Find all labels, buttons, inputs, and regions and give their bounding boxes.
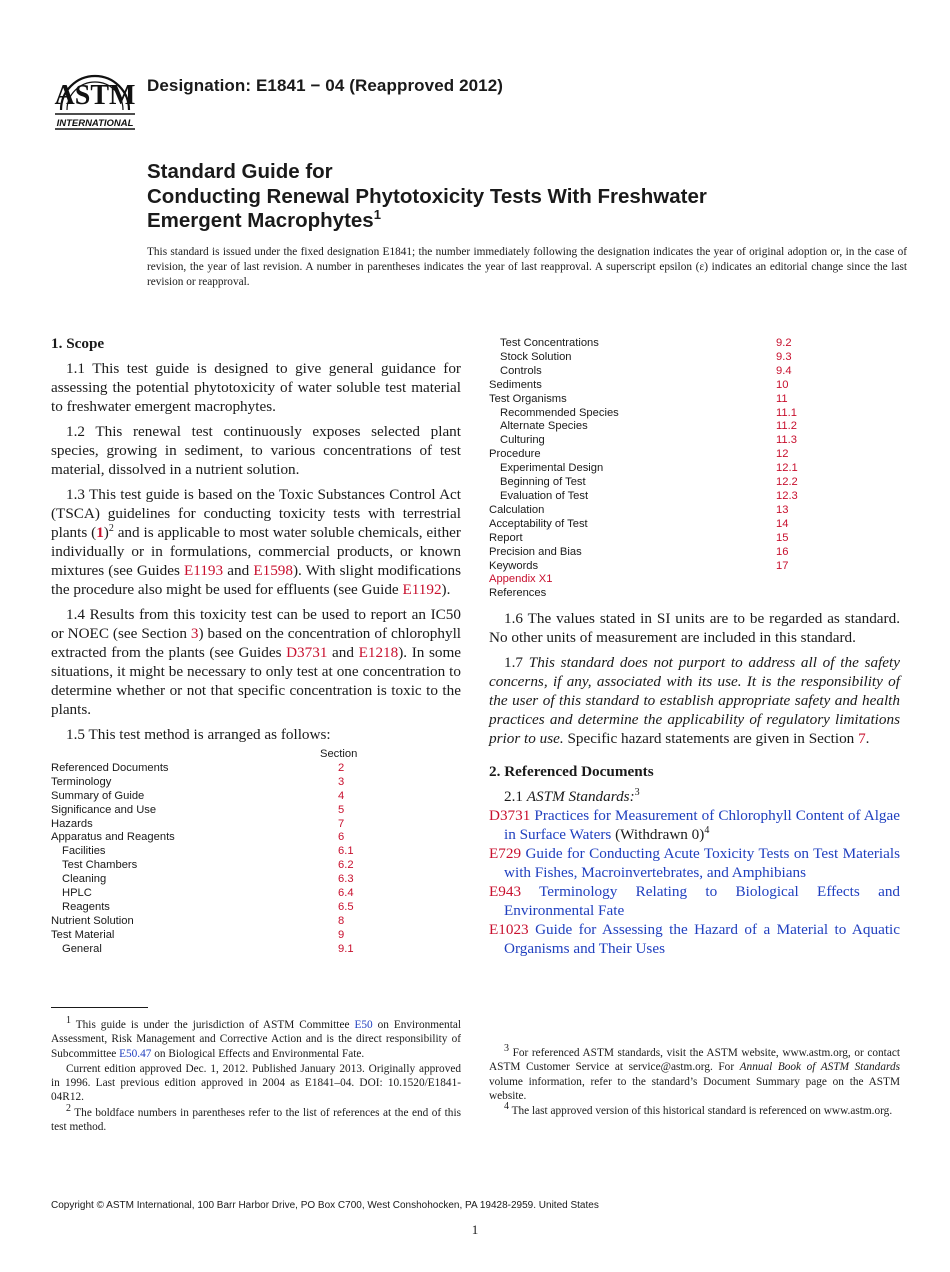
- left-column: [51, 334, 461, 957]
- standard-code-link[interactable]: E1023: [489, 921, 529, 939]
- standard-title-link[interactable]: Guide for Assessing the Hazard of a Material to Aquatic Organisms and Their Uses: [504, 921, 901, 958]
- para-2-1: [489, 787, 900, 806]
- toc-row: [51, 845, 461, 859]
- toc-label: Calculation: [489, 503, 545, 516]
- toc-label: Apparatus and Reagents: [51, 831, 175, 844]
- toc-label: Stock Solution: [500, 350, 572, 363]
- standard-code-link[interactable]: E943: [489, 883, 522, 901]
- toc-section-link[interactable]: 8: [338, 914, 345, 927]
- footnote-1-a: This guide is under the jurisdiction of ASTM Committee: [71, 1019, 355, 1031]
- toc-label: Test Material: [51, 928, 115, 941]
- toc-label: Referenced Documents: [51, 761, 169, 774]
- toc-row: [51, 873, 461, 887]
- toc-section-link[interactable]: 9.1: [338, 942, 354, 955]
- toc-section-link[interactable]: 6.1: [338, 845, 354, 858]
- footnote-4-marker: 4: [504, 1101, 509, 1113]
- logo-international-text: INTERNATIONAL: [56, 118, 134, 129]
- para-2-1-num: 2.1: [504, 788, 527, 806]
- para-1-1: 1.1 This test guide is designed to give general guidance for assessing the potential phytotoxicity of water soluble test material to freshwater emergent macrophytes.: [51, 360, 461, 415]
- title-footnote-ref[interactable]: 1: [373, 207, 381, 223]
- link-e50[interactable]: E50: [354, 1019, 373, 1031]
- footnote-4: [489, 1101, 900, 1118]
- toc-section-link[interactable]: 14: [776, 517, 789, 530]
- toc-label: Experimental Design: [500, 462, 604, 475]
- footnote-3-a: For referenced ASTM standards, visit the ASTM website, www.astm.org, or contact ASTM Customer Service at service@astm.org. For: [489, 1047, 900, 1074]
- toc-row: [489, 420, 900, 434]
- logo-astm-text: ASTM: [54, 80, 136, 111]
- toc-right-rows: [489, 337, 900, 573]
- toc-section-link[interactable]: 11.2: [776, 420, 797, 433]
- toc-section-link[interactable]: 12.3: [776, 489, 798, 502]
- footnote-1-marker: 1: [66, 1015, 71, 1027]
- toc-row: [489, 462, 900, 476]
- section-1-heading: 1. Scope: [51, 335, 105, 352]
- footnote-1-edition: Current edition approved Dec. 1, 2012. Published January 2013. Originally approved in 1996. Last previous edition approved in 2004 as E1841–04. DOI: 10.1520/E1841-04R12.: [51, 1062, 461, 1104]
- footnote-3-marker: 3: [504, 1043, 509, 1055]
- toc-label: Terminology: [51, 775, 112, 788]
- toc-row: [489, 476, 900, 490]
- toc-label: Alternate Species: [500, 420, 588, 433]
- reference-link-1[interactable]: 1: [96, 524, 104, 541]
- footnote-ref-2[interactable]: 2: [108, 522, 114, 534]
- title-line-3-text: Emergent Macrophytes: [147, 209, 374, 232]
- toc-label: Test Chambers: [62, 859, 138, 872]
- footnote-3-b: volume information, refer to the standard’s Document Summary page on the ASTM website.: [489, 1075, 900, 1102]
- toc-section-link[interactable]: 12.1: [776, 462, 798, 475]
- toc-label: Nutrient Solution: [51, 914, 134, 927]
- para-1-5: 1.5 This test method is arranged as follows:: [66, 726, 331, 743]
- toc-section-link[interactable]: 9: [338, 928, 345, 941]
- footnote-rule-left: [51, 1007, 148, 1008]
- toc-left: [51, 748, 461, 957]
- toc-row: [489, 532, 900, 546]
- toc-section-link[interactable]: 16: [776, 545, 789, 558]
- page-number: 1: [471, 1222, 479, 1237]
- toc-left-rows: [51, 762, 461, 957]
- toc-row: [489, 351, 900, 365]
- toc-section-link[interactable]: 9.2: [776, 337, 792, 349]
- toc-section-link[interactable]: 15: [776, 531, 789, 544]
- para-1-3-b: ): [103, 524, 109, 541]
- toc-section-header: Section: [320, 748, 358, 760]
- link-section-7[interactable]: 7: [858, 730, 866, 748]
- toc-row: [489, 504, 900, 518]
- referenced-standard: [489, 882, 900, 920]
- footnote-1-b: on Environmental Assessment, Risk Management and Corrective Action and is the direct responsibility of Subcommittee: [51, 1019, 461, 1060]
- link-e1193[interactable]: E1193: [184, 562, 224, 579]
- para-1-7-num: 1.7: [504, 654, 529, 672]
- footnotes-right: [489, 1043, 900, 1119]
- toc-section-link[interactable]: 6.3: [338, 873, 354, 886]
- para-1-7: [489, 653, 900, 748]
- toc-section-link[interactable]: 9.3: [776, 350, 792, 363]
- toc-label: Cleaning: [62, 873, 107, 886]
- copyright-notice: Copyright © ASTM International, 100 Barr Harbor Drive, PO Box C700, West Conshohocken, PA 19428-2959. United States: [51, 1200, 599, 1211]
- para-1-7-italic: This standard does not purport to address all of the safety concerns, if any, associated with its use. It is the responsibility of the user of this standard to establish appropriate safety and health practices and determine the applicability of regulatory limitations prior to use.: [489, 654, 900, 748]
- link-section-3[interactable]: 3: [190, 625, 199, 642]
- footnote-1-c: on Biological Effects and Environmental Fate.: [151, 1047, 365, 1060]
- referenced-standard: [489, 920, 900, 958]
- toc-row: [51, 831, 461, 845]
- toc-section-link[interactable]: 17: [776, 559, 789, 572]
- link-e1192[interactable]: E1192: [402, 581, 442, 598]
- para-1-3-c: and is applicable to most water soluble chemicals, either individually or in formulations, commercial products, or known mixtures (see Guides: [51, 524, 461, 579]
- toc-label: Facilities: [62, 845, 106, 858]
- toc-section-link[interactable]: 5: [338, 803, 345, 816]
- title-line-3: [147, 209, 707, 234]
- para-1-3-end: ).: [441, 581, 451, 598]
- standard-code-link[interactable]: E729: [489, 845, 522, 863]
- toc-label: Controls: [500, 364, 542, 377]
- designation: Designation: E1841 − 04 (Reapproved 2012): [147, 76, 504, 95]
- section-2-heading: 2. Referenced Documents: [489, 763, 654, 781]
- toc-label: HPLC: [62, 887, 92, 900]
- footnote-4-text: The last approved version of this historical standard is referenced on www.astm.org.: [509, 1105, 893, 1118]
- standard-title-link[interactable]: Guide for Conducting Acute Toxicity Tests on Test Materials with Fishes, Macroinvertebrates, and Amphibians: [504, 845, 900, 882]
- standard-code-link[interactable]: D3731: [489, 807, 531, 825]
- para-1-7-end: .: [865, 730, 870, 748]
- toc-section-link[interactable]: 13: [776, 503, 789, 516]
- para-1-3-and: and: [223, 562, 254, 579]
- toc-row: [51, 804, 461, 818]
- toc-row: [489, 434, 900, 448]
- toc-row: [51, 818, 461, 832]
- para-1-3: [51, 485, 461, 599]
- toc-right: [489, 337, 900, 601]
- right-column: [489, 337, 900, 958]
- toc-label: Hazards: [51, 817, 93, 830]
- toc-label: Test Concentrations: [500, 337, 599, 349]
- footnote-2-marker: 2: [66, 1103, 71, 1115]
- toc-section-link[interactable]: 11: [776, 392, 788, 405]
- toc-section-link[interactable]: 3: [338, 775, 345, 788]
- referenced-standard: [489, 806, 900, 844]
- toc-section-link[interactable]: 6: [338, 831, 345, 844]
- toc-section-link[interactable]: 6.5: [338, 900, 354, 913]
- footnote-2-text: The boldface numbers in parentheses refer to the list of references at the end of this test method.: [51, 1106, 461, 1134]
- para-2-1-italic: ASTM Standards:: [526, 788, 635, 806]
- toc-label: Reagents: [62, 900, 110, 913]
- standard-title-link[interactable]: Terminology Relating to Biological Effects and Environmental Fate: [504, 883, 901, 920]
- referenced-standards-list: [489, 806, 900, 958]
- para-1-3-d: ). With slight modifications the procedure also might be used for effluents (see Guide: [51, 562, 461, 598]
- footnote-ref-4[interactable]: 4: [704, 825, 710, 837]
- link-d3731[interactable]: D3731: [286, 644, 328, 661]
- toc-row: [489, 407, 900, 421]
- footnote-3: [489, 1043, 900, 1103]
- para-1-3-a: 1.3 This test guide is based on the Toxic Substances Control Act (TSCA) guidelines for conducting toxicity tests with terrestrial plants (: [51, 486, 461, 541]
- para-1-4-b: ) based on the concentration of chlorophyll extracted from the plants (see Guides: [51, 625, 462, 661]
- toc-label: Summary of Guide: [51, 789, 145, 802]
- footnote-ref-3[interactable]: 3: [634, 787, 640, 799]
- toc-label: Acceptability of Test: [489, 517, 588, 530]
- footnote-3-italic: Annual Book of ASTM Standards: [739, 1061, 900, 1074]
- toc-row: [51, 762, 461, 776]
- toc-row: [51, 901, 461, 915]
- link-e50-47[interactable]: E50.47: [119, 1047, 152, 1060]
- toc-section-link[interactable]: 2: [338, 761, 345, 774]
- para-1-2: 1.2 This renewal test continuously exposes selected plant species, growing in sediment, to various concentrations of test material, dissolved in a nutrient solution.: [51, 423, 461, 478]
- footnotes-left: [51, 1015, 461, 1135]
- link-e1218[interactable]: E1218: [358, 644, 399, 661]
- title-line-1: Standard Guide for: [147, 160, 333, 183]
- toc-label: Beginning of Test: [500, 476, 586, 489]
- toc-section-link[interactable]: 6.4: [338, 887, 354, 900]
- astm-logo: [53, 52, 137, 134]
- toc-row: [489, 393, 900, 407]
- toc-label: Sediments: [489, 378, 542, 391]
- toc-label: Precision and Bias: [489, 545, 582, 558]
- toc-references: References: [489, 587, 547, 600]
- title-line-2: Conducting Renewal Phytotoxicity Tests With Freshwater: [147, 184, 707, 208]
- toc-label: Recommended Species: [500, 406, 619, 419]
- para-1-4-a: 1.4 Results from this toxicity test can be used to report an IC50 or NOEC (see Section: [51, 606, 461, 642]
- toc-label: Significance and Use: [51, 803, 157, 816]
- toc-section-link[interactable]: 11.3: [776, 434, 797, 447]
- toc-appendix-link[interactable]: Appendix X1: [489, 573, 553, 586]
- para-1-7-b: Specific hazard statements are given in Section: [563, 730, 859, 748]
- toc-label: Evaluation of Test: [500, 489, 589, 502]
- para-1-6: 1.6 The values stated in SI units are to be regarded as standard. No other units of measurement are included in this standard.: [489, 610, 900, 647]
- toc-section-link[interactable]: 10: [776, 378, 789, 391]
- toc-section-link[interactable]: 9.4: [776, 364, 792, 377]
- toc-row: [489, 518, 900, 532]
- toc-label: Keywords: [489, 559, 539, 572]
- standard-status: (Withdrawn 0): [611, 826, 705, 844]
- para-1-4: [51, 605, 461, 719]
- toc-label: Test Organisms: [489, 392, 567, 405]
- toc-row: [489, 490, 900, 504]
- toc-row: [51, 887, 461, 901]
- toc-section-link[interactable]: 12.2: [776, 476, 798, 489]
- para-1-4-and: and: [327, 644, 359, 661]
- toc-row: [51, 776, 461, 790]
- toc-label: Report: [489, 531, 523, 544]
- toc-row: [51, 859, 461, 873]
- toc-label: General: [62, 942, 102, 955]
- toc-section-link[interactable]: 6.2: [338, 859, 354, 872]
- toc-section-link[interactable]: 11.1: [776, 406, 797, 419]
- para-1-4-c: ). In some situations, it might be necessary to only test at one concentration to determine whether or not that specific concentration is toxic to the plants.: [51, 644, 461, 718]
- toc-section-link[interactable]: 4: [338, 789, 345, 802]
- toc-section-link[interactable]: 7: [338, 817, 345, 830]
- toc-row: [489, 546, 900, 560]
- toc-label: Culturing: [500, 434, 545, 447]
- toc-row: [489, 379, 900, 393]
- footnote-1: [51, 1015, 461, 1061]
- toc-row: [489, 365, 900, 379]
- toc-row: [51, 929, 461, 943]
- document-title: [147, 160, 707, 234]
- toc-label: Procedure: [489, 448, 541, 461]
- footnote-2: [51, 1103, 461, 1135]
- standard-title-link[interactable]: Practices for Measurement of Chlorophyll Content of Algae in Surface Waters: [504, 807, 900, 844]
- toc-row: [489, 560, 900, 574]
- referenced-standard: [489, 844, 900, 882]
- issuance-note: This standard is issued under the fixed designation E1841; the number immediately following the designation indicates the year of original adoption or, in the case of revision, the year of last revision. A number in parentheses indicates the year of last reapproval. A superscript epsilon (ε) indicates an editorial change since the last revision or reapproval.: [147, 246, 907, 288]
- toc-row: [51, 943, 461, 957]
- toc-row: [51, 790, 461, 804]
- toc-row: [51, 915, 461, 929]
- toc-section-link[interactable]: 12: [776, 448, 789, 461]
- link-e1598[interactable]: E1598: [253, 562, 293, 579]
- toc-row: [489, 448, 900, 462]
- toc-row: [489, 337, 900, 351]
